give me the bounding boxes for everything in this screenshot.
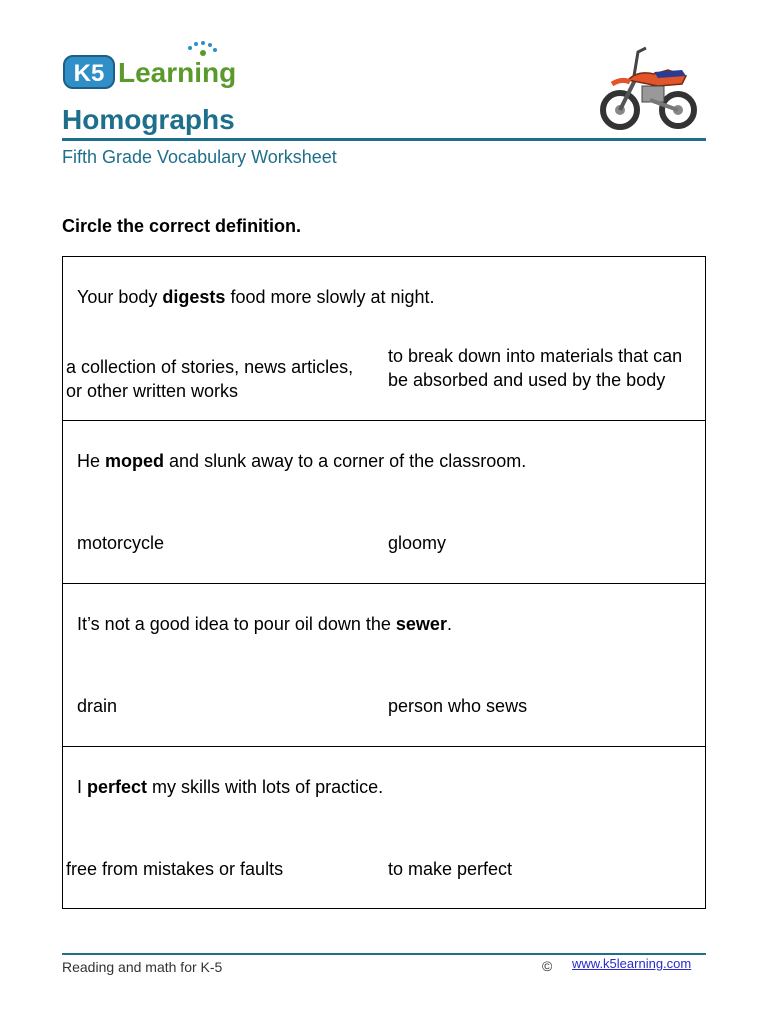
header-divider (62, 138, 706, 141)
question-sentence: He moped and slunk away to a corner of the classroom. (77, 451, 527, 471)
question-sentence: Your body digests food more slowly at night. (77, 287, 435, 307)
option-b[interactable]: to make perfect (388, 859, 513, 879)
target-word: perfect (87, 777, 148, 797)
option-a[interactable]: a collection of stories, news articles, or other written works (66, 357, 354, 401)
option-b[interactable]: gloomy (388, 533, 447, 553)
page-title: Homographs (62, 104, 235, 135)
option-b[interactable]: to break down into materials that can be absorbed and used by the body (388, 346, 683, 390)
questions-table (62, 256, 706, 909)
logo-badge-text: K5 (73, 60, 105, 87)
option-a[interactable]: drain (77, 696, 118, 716)
question-sentence: I perfect my skills with lots of practice. (77, 777, 384, 797)
footer-divider (62, 953, 706, 955)
target-word: digests (162, 287, 226, 307)
option-b[interactable]: person who sews (388, 696, 528, 716)
website-link[interactable]: www.k5learning.com (572, 956, 692, 971)
footer-tagline: Reading and math for K-5 (62, 959, 223, 975)
page-subtitle: Fifth Grade Vocabulary Worksheet (62, 147, 337, 167)
option-a[interactable]: free from mistakes or faults (66, 859, 284, 879)
k5-learning-logo (62, 40, 244, 92)
instructions: Circle the correct definition. (62, 216, 302, 236)
question-row (63, 747, 705, 910)
question-row (63, 584, 705, 747)
copyright-icon: © (542, 958, 553, 974)
question-row (63, 257, 705, 420)
motorcycle-illustration-icon (598, 40, 698, 136)
logo-word-text: Learning (118, 57, 237, 88)
target-word: sewer (395, 614, 447, 634)
option-a[interactable]: motorcycle (77, 533, 165, 553)
question-sentence: It’s not a good idea to pour oil down the sewer. (77, 614, 452, 634)
question-row (63, 421, 705, 584)
target-word: moped (105, 451, 165, 471)
